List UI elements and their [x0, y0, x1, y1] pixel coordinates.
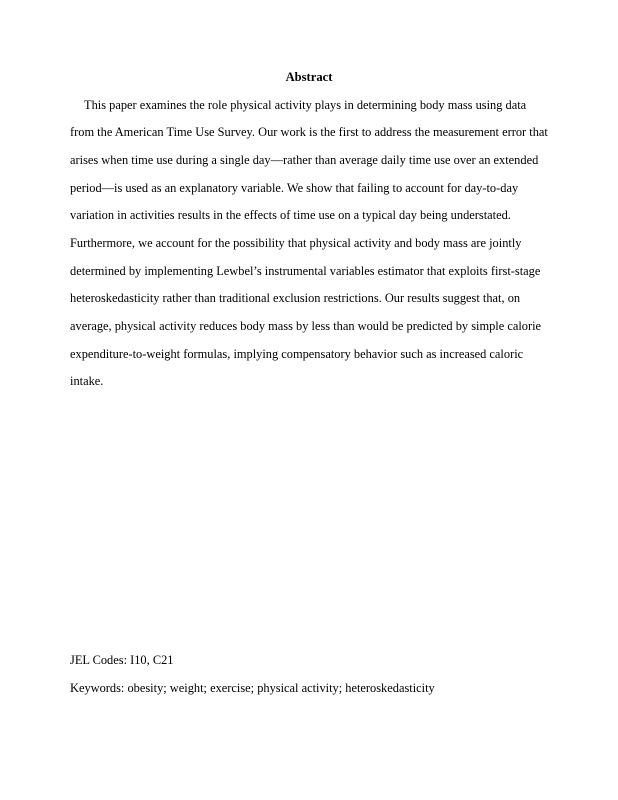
keywords-line: Keywords: obesity; weight; exercise; physical activity; heteroskedasticity	[70, 680, 435, 695]
abstract-line: expenditure-to-weight formulas, implying compensatory behavior such as increased caloric	[70, 346, 524, 361]
abstract-line: Furthermore, we account for the possibility that physical activity and body mass are jointly	[70, 235, 522, 250]
abstract-line: arises when time use during a single day—rather than average daily time use over an extended	[70, 152, 539, 167]
abstract-line: This paper examines the role physical activity plays in determining body mass using data	[84, 97, 527, 112]
abstract-line: average, physical activity reduces body mass by less than would be predicted by simple calorie	[70, 318, 542, 333]
codes-keywords-block	[70, 647, 548, 702]
abstract-line: intake.	[70, 374, 104, 389]
jel-codes-line: JEL Codes: I10, C21	[70, 653, 174, 667]
abstract-line: from the American Time Use Survey. Our work is the first to address the measurement error that	[70, 125, 548, 140]
abstract-section	[70, 64, 548, 396]
abstract-line: variation in activities results in the effects of time use on a typical day being understated.	[70, 208, 511, 223]
abstract-line: heteroskedasticity rather than traditional exclusion restrictions. Our results suggest that, on	[70, 291, 521, 306]
abstract-heading: Abstract	[285, 70, 333, 84]
abstract-line: period—is used as an explanatory variable. We show that failing to account for day-to-day	[70, 180, 519, 195]
abstract-line: determined by implementing Lewbel’s instrumental variables estimator that exploits first-stage	[70, 263, 541, 278]
